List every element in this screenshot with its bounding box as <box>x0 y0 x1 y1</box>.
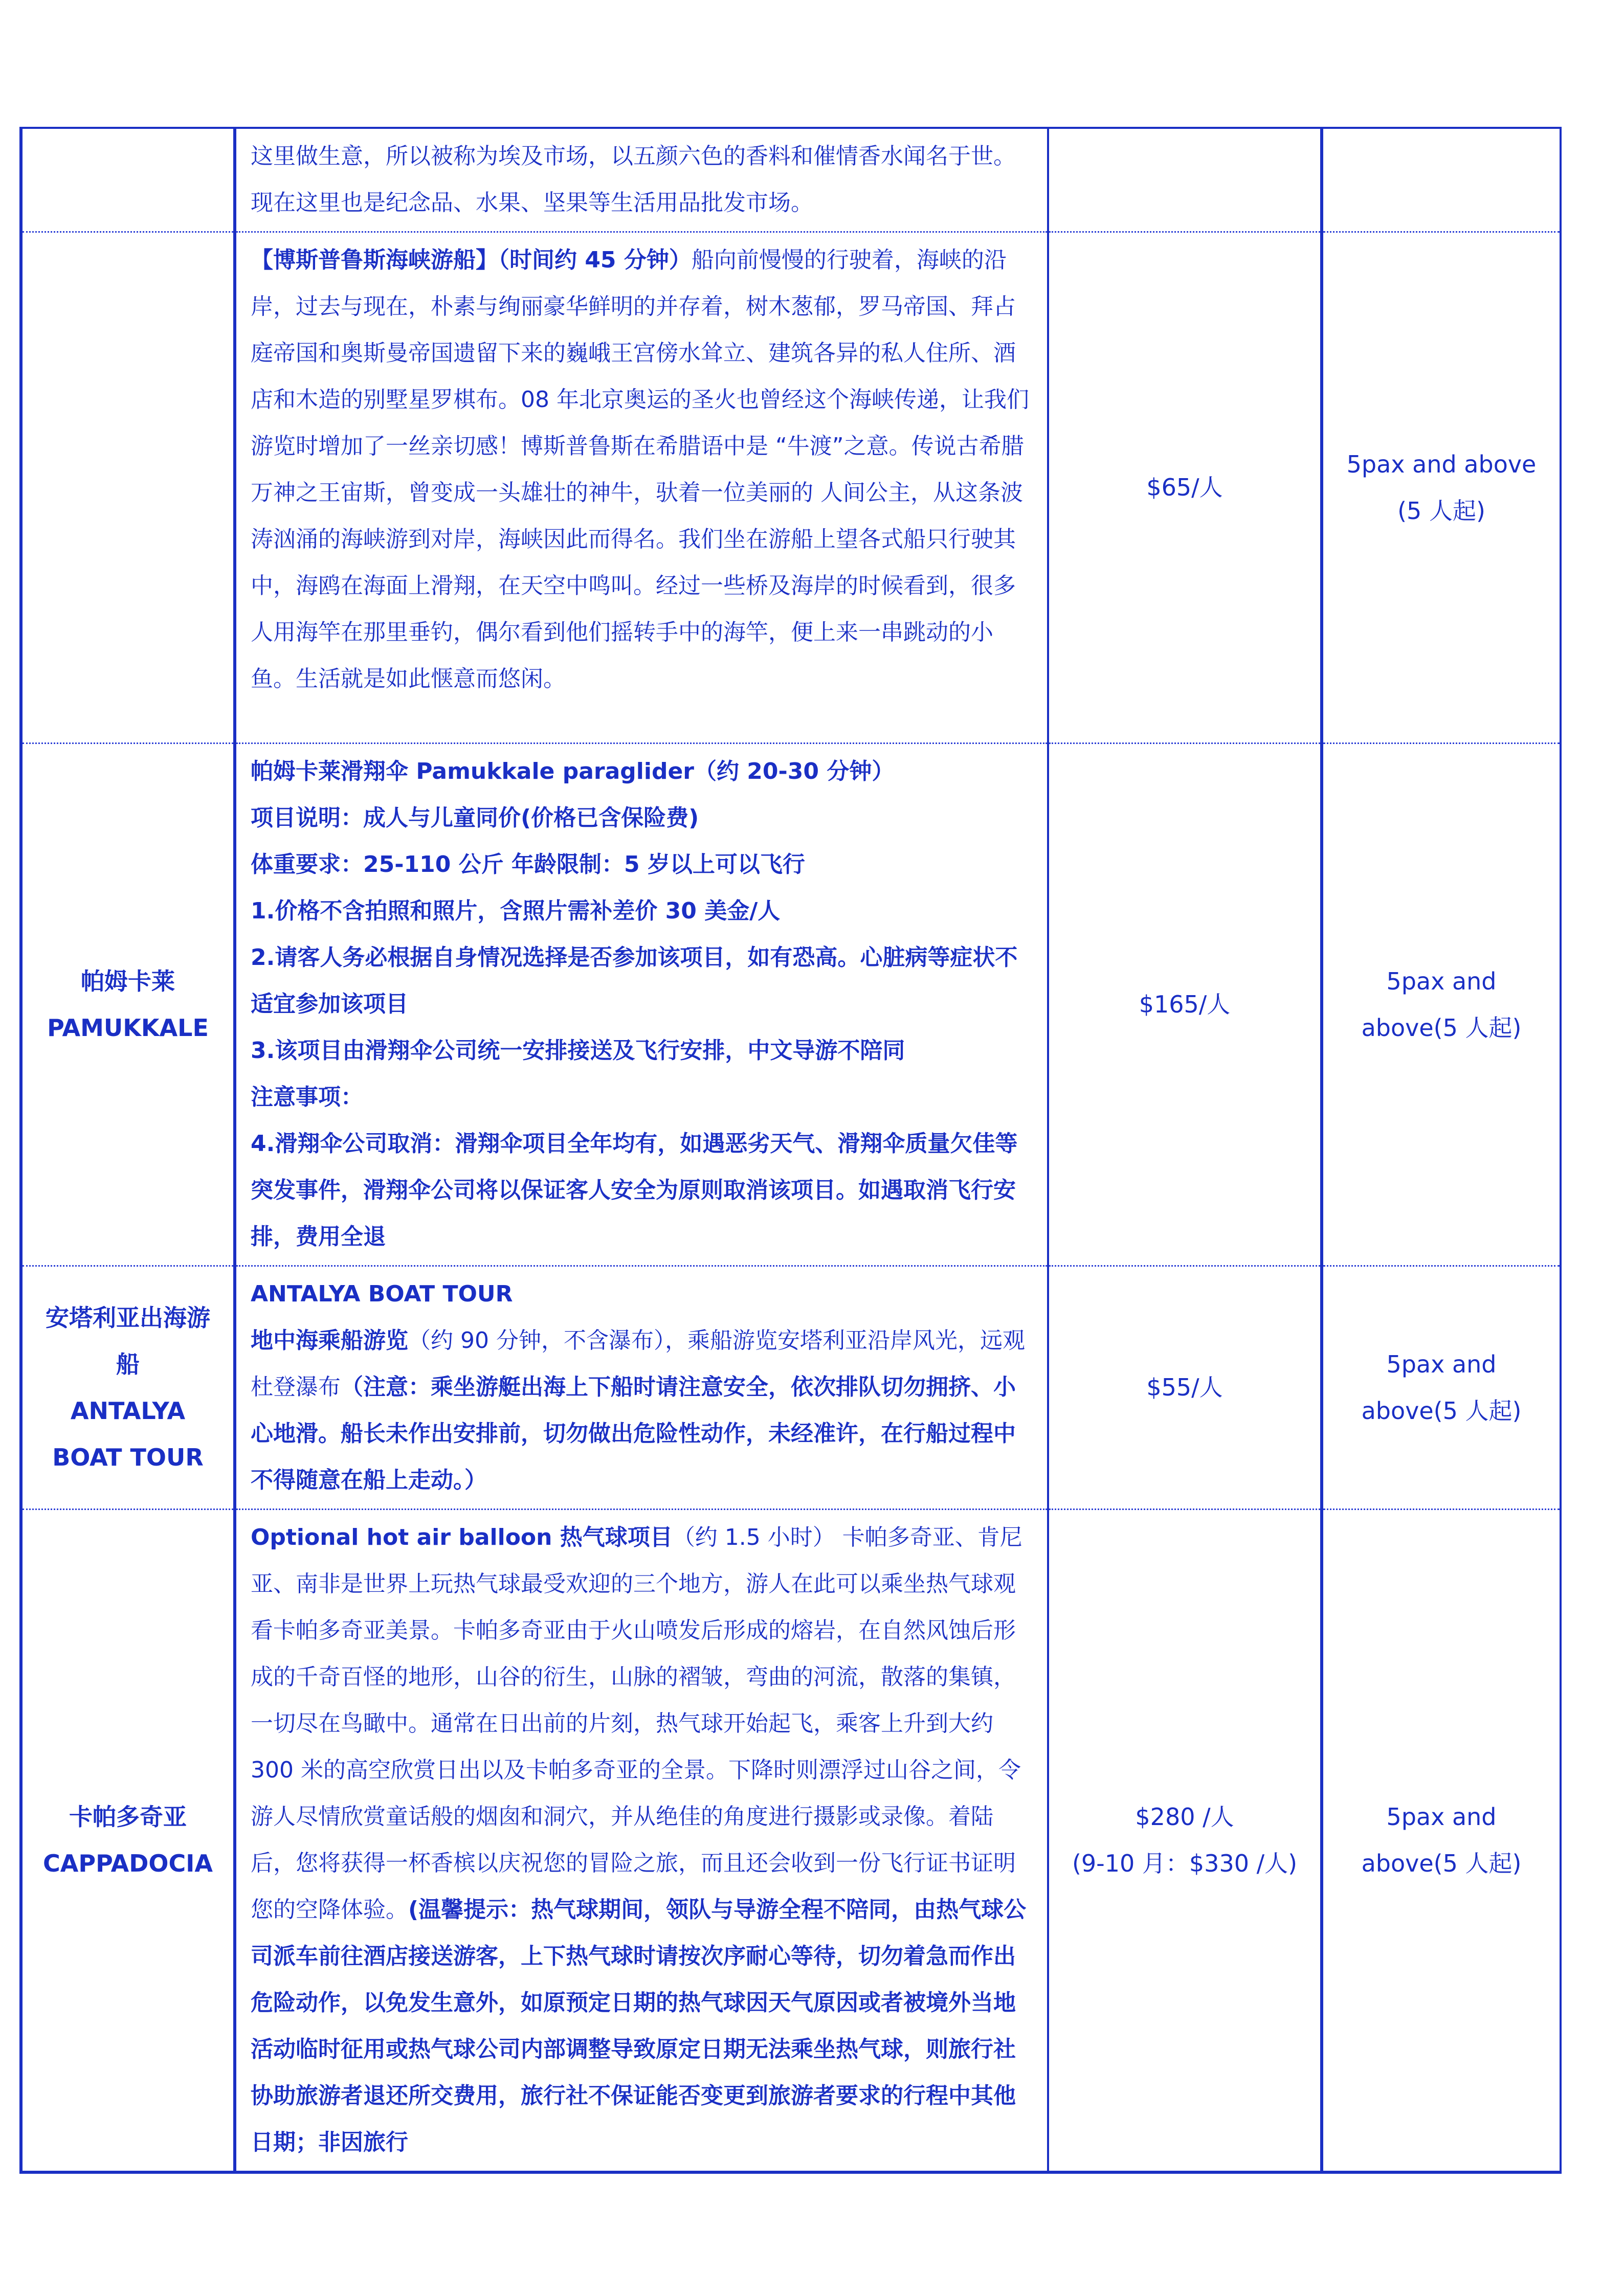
location-name: CAPPADOCIA <box>43 1850 213 1877</box>
minimum-pax-cell <box>1322 232 1561 744</box>
location-cell <box>21 1510 235 2173</box>
description-text: 【博斯普鲁斯海峡游船】（时间约 45 分钟） <box>251 247 692 273</box>
table-row <box>21 744 1561 1266</box>
location-name: ANTALYA <box>70 1397 186 1425</box>
table-row <box>21 1510 1561 2173</box>
location-name: 帕姆卡莱 <box>81 967 175 995</box>
description-text: Optional hot air balloon 热气球项目 <box>251 1524 673 1550</box>
description-text: 注意事项： <box>251 1084 363 1110</box>
location-cell <box>21 1266 235 1510</box>
description-text: （约 90 分钟，不含瀑布），乘船游览安塔利亚沿岸风光，远观杜登瀑布 <box>251 1327 1025 1400</box>
description-text: 1.价格不含拍照和照片，含照片需补差价 30 美金/人 <box>251 898 781 924</box>
description-text: 这里做生意，所以被称为埃及市场，以五颜六色的香料和催情香水闻名于世。现在这里也是纪念品、水果、坚果等生活用品批发市场。 <box>251 143 1016 216</box>
location-name: 安塔利亚出海游 <box>46 1303 210 1332</box>
description-text: 4.滑翔伞公司取消：滑翔伞项目全年均有，如遇恶劣天气、滑翔伞质量欠佳等突发事件，滑翔伞公司将以保证客人安全为原则取消该项目。如遇取消飞行安排，费用全退 <box>251 1131 1018 1250</box>
description-text: 船向前慢慢的行驶着，海峡的沿岸，过去与现在，朴素与绚丽豪华鲜明的并存着，树木葱郁，罗马帝国、拜占庭帝国和奥斯曼帝国遗留下来的巍峨王宫傍水耸立、建筑各异的私人住所、酒店和木造的别墅星罗棋布。08 年北京奥运的圣火也曾经这个海峡传递，让我们游览时增加了一丝亲切感！博斯普鲁斯在希腊语中是 “牛渡”之意。传说古希腊万神之王宙斯，曾变成一头雄壮的神牛，驮着一位美丽的 人间公主，从这条波涛汹涌的海峡游到对岸，海峡因此而得名。我们坐在游船上望各式船只行驶其中，海鸥在海面上滑翔，在天空中鸣叫。经过一些桥及海岸的时候看到，很多人用海竿在那里垂钓，偶尔看到他们摇转手中的海竿，便上来一串跳动的小鱼。生活就是如此惬意而悠闲。 <box>251 247 1029 692</box>
description-text: ANTALYA BOAT TOUR <box>251 1281 513 1307</box>
table-row <box>21 1266 1561 1510</box>
description-cell <box>235 744 1048 1266</box>
minimum-pax-cell <box>1322 1510 1561 2173</box>
minimum-pax-cell <box>1322 128 1561 232</box>
price-text: $55/人 <box>1146 1374 1223 1401</box>
minimum-pax-cell <box>1322 744 1561 1266</box>
description-text: 体重要求：25-110 公斤 年龄限制：5 岁以上可以飞行 <box>251 851 805 877</box>
description-text: (温馨提示：热气球期间，领队与导游全程不陪同，由热气球公司派车前往酒店接送游客，上下热气球时请按次序耐心等待，切勿着急而作出危险动作，以免发生意外，如原预定日期的热气球因天气原因或者被境外当地活动临时征用或热气球公司内部调整导致原定日期无法乘坐热气球，则旅行社协助旅游者退还所交费用，旅行社不保证能否变更到旅游者要求的行程中其他日期；非因旅行 <box>251 1897 1027 2155</box>
minimum-pax-text: above(5 人起) <box>1361 1850 1522 1877</box>
price-text: (9-10 月：$330 /人) <box>1072 1850 1298 1877</box>
description-text: 地中海乘船游览 <box>251 1327 408 1354</box>
minimum-pax-text: 5pax and <box>1386 1803 1497 1831</box>
location-cell <box>21 232 235 744</box>
description-text: （约 1.5 小时） 卡帕多奇亚、肯尼亚、南非是世界上玩热气球最受欢迎的三个地方，游人在此可以乘坐热气球观看卡帕多奇亚美景。卡帕多奇亚由于火山喷发后形成的熔岩，在自然风蚀后形成的千奇百怪的地形，山谷的衍生，山脉的褶皱，弯曲的河流，散落的集镇，一切尽在鸟瞰中。通常在日出前的片刻，热气球开始起飞，乘客上升到大约 300 米的高空欣赏日出以及卡帕多奇亚的全景。下降时则漂浮过山谷之间，令游人尽情欣赏童话般的烟囱和洞穴，并从绝佳的角度进行摄影或录像。着陆后，您将获得一杯香槟以庆祝您的冒险之旅，而且还会收到一份飞行证书证明您的空降体验。 <box>251 1524 1022 1923</box>
location-name: 船 <box>116 1350 140 1378</box>
minimum-pax-cell <box>1322 1266 1561 1510</box>
minimum-pax-text: (5 人起) <box>1397 497 1485 525</box>
description-cell <box>235 232 1048 744</box>
location-cell <box>21 128 235 232</box>
minimum-pax-text: 5pax and above <box>1346 450 1537 478</box>
description-cell <box>235 1510 1048 2173</box>
price-cell <box>1048 232 1322 744</box>
description-text: （注意：乘坐游艇出海上下船时请注意安全，依次排队切勿拥挤、小心地滑。船长未作出安排前，切勿做出危险性动作，未经准许，在行船过程中不得随意在船上走动。） <box>251 1374 1016 1493</box>
minimum-pax-text: 5pax and <box>1386 1350 1497 1378</box>
minimum-pax-text: 5pax and <box>1386 967 1497 995</box>
description-text: 项目说明：成人与儿童同价(价格已含保险费) <box>251 805 699 831</box>
description-text: 3.该项目由滑翔伞公司统一安排接送及飞行安排，中文导游不陪同 <box>251 1038 905 1064</box>
location-name: 卡帕多奇亚 <box>69 1803 187 1831</box>
location-name: BOAT TOUR <box>52 1443 204 1471</box>
price-text: $165/人 <box>1139 991 1231 1018</box>
price-cell <box>1048 128 1322 232</box>
optional-tours-table <box>19 127 1562 2174</box>
price-text: $65/人 <box>1146 474 1223 501</box>
price-text: $280 /人 <box>1135 1803 1234 1831</box>
table-row <box>21 128 1561 232</box>
description-cell <box>235 1266 1048 1510</box>
location-cell <box>21 744 235 1266</box>
description-cell <box>235 128 1048 232</box>
price-cell <box>1048 744 1322 1266</box>
table-row <box>21 232 1561 744</box>
location-name: PAMUKKALE <box>47 1014 209 1042</box>
description-text: 帕姆卡莱滑翔伞 Pamukkale paraglider（约 20-30 分钟） <box>251 758 895 784</box>
minimum-pax-text: above(5 人起) <box>1361 1397 1522 1425</box>
description-text: 2.请客人务必根据自身情况选择是否参加该项目，如有恐高。心脏病等症状不适宜参加该项目 <box>251 944 1018 1017</box>
minimum-pax-text: above(5 人起) <box>1361 1014 1522 1042</box>
price-cell <box>1048 1266 1322 1510</box>
price-cell <box>1048 1510 1322 2173</box>
